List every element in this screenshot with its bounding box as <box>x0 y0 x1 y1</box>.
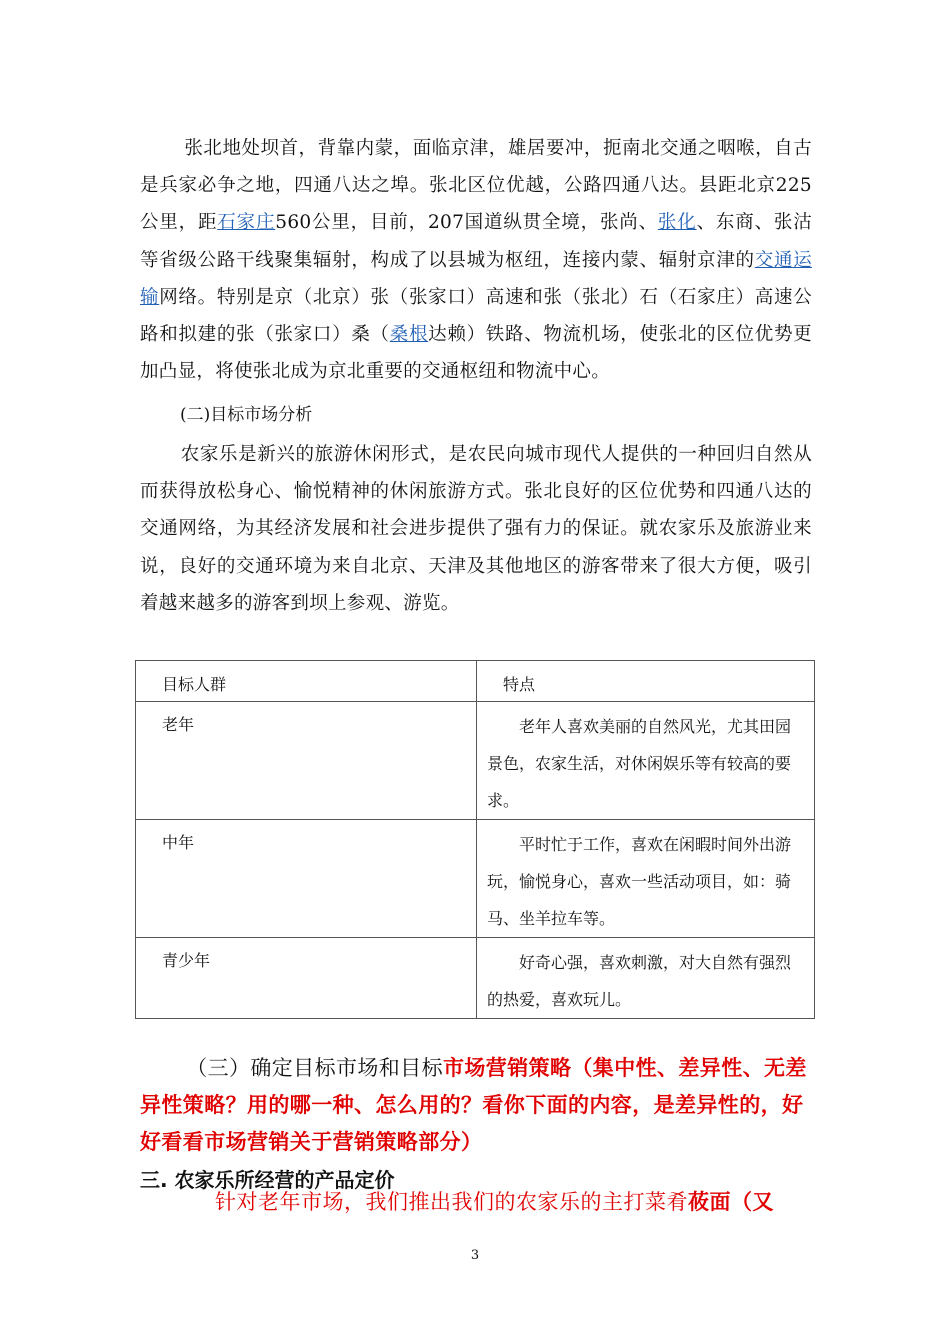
link-transportation[interactable]: 交通运输 <box>140 249 812 308</box>
pricing-paragraph <box>215 1186 774 1216</box>
feature-cell: 好奇心强，喜欢刺激，对大自然有强烈的热爱，喜欢玩儿。 <box>477 938 815 1019</box>
location-text-1: 张北地处坝首，背靠内蒙，面临京津，雄居要冲，扼南北交通之咽喉，自古是兵家必争之地，四通八达之埠。张北区位优越，公路四通八达。县距北京225公里，距 <box>140 138 812 234</box>
table-row <box>136 702 815 820</box>
table-header-row <box>136 661 815 702</box>
table-row <box>136 938 815 1019</box>
page-number: 3 <box>470 1248 480 1263</box>
pricing-bold-text: 莜面（又 <box>688 1190 774 1214</box>
link-zhanghua[interactable]: 张化 <box>657 212 697 234</box>
location-paragraph <box>140 130 812 390</box>
link-sanggen[interactable]: 桑根 <box>389 324 429 346</box>
feature-cell: 老年人喜欢美丽的自然风光，尤其田园景色，农家生活，对休闲娱乐等有较高的要求。 <box>477 702 815 820</box>
strategy-heading <box>140 1050 820 1161</box>
section-heading-target-market: (二)目标市场分析 <box>180 405 313 425</box>
header-cell-group: 目标人群 <box>136 661 477 702</box>
target-market-paragraph: 农家乐是新兴的旅游休闲形式，是农民向城市现代人提供的一种回归自然从而获得放松身心、愉悦精神的休闲旅游方式。张北良好的区位优势和四通八达的交通网络，为其经济发展和社会进步提供了强有力的保证。就农家乐及旅游业来说，良好的交通环境为来自北京、天津及其他地区的游客带来了很大方便，吸引着越来越多的游客到坝上参观、游览。 <box>140 444 812 614</box>
header-cell-feature: 特点 <box>477 661 815 702</box>
table-row <box>136 820 815 938</box>
location-text-4: 网络。特别是京（北京）张（张家口）高速和张（张北）石（石家庄）高速公路和拟建的张（张家口）桑（ <box>140 286 812 346</box>
location-text-2: 560公里，目前，207国道纵贯全境，张尚、 <box>275 212 658 234</box>
location-text-3: 、东商、张沽等省级公路干线聚集辐射，构成了以县城为枢纽，连接内蒙、辐射京津的 <box>140 212 812 271</box>
strategy-heading-red: 市场营销策略（集中性、差异性、无差异性策略？用的哪一种、怎么用的？看你下面的内容，是差异性的，好好看看市场营销关于营销策略部分） <box>140 1056 807 1154</box>
pricing-text: 针对老年市场，我们推出我们的农家乐的主打菜肴 <box>215 1190 688 1214</box>
target-group-table <box>135 660 815 1019</box>
strategy-heading-plain: （三）确定目标市场和目标 <box>186 1056 443 1080</box>
link-shijiazhuang[interactable]: 石家庄 <box>217 212 276 234</box>
group-cell: 青少年 <box>136 938 477 1019</box>
feature-cell: 平时忙于工作，喜欢在闲暇时间外出游玩，愉悦身心，喜欢一些活动项目，如：骑马、坐羊拉车等。 <box>477 820 815 938</box>
group-cell: 老年 <box>136 702 477 820</box>
group-cell: 中年 <box>136 820 477 938</box>
section-heading-pricing: 三. 农家乐所经营的产品定价 <box>140 1168 395 1192</box>
location-text-5: 达赖）铁路、物流机场，使张北的区位优势更加凸显，将使张北成为京北重要的交通枢纽和物流中心。 <box>140 324 812 383</box>
